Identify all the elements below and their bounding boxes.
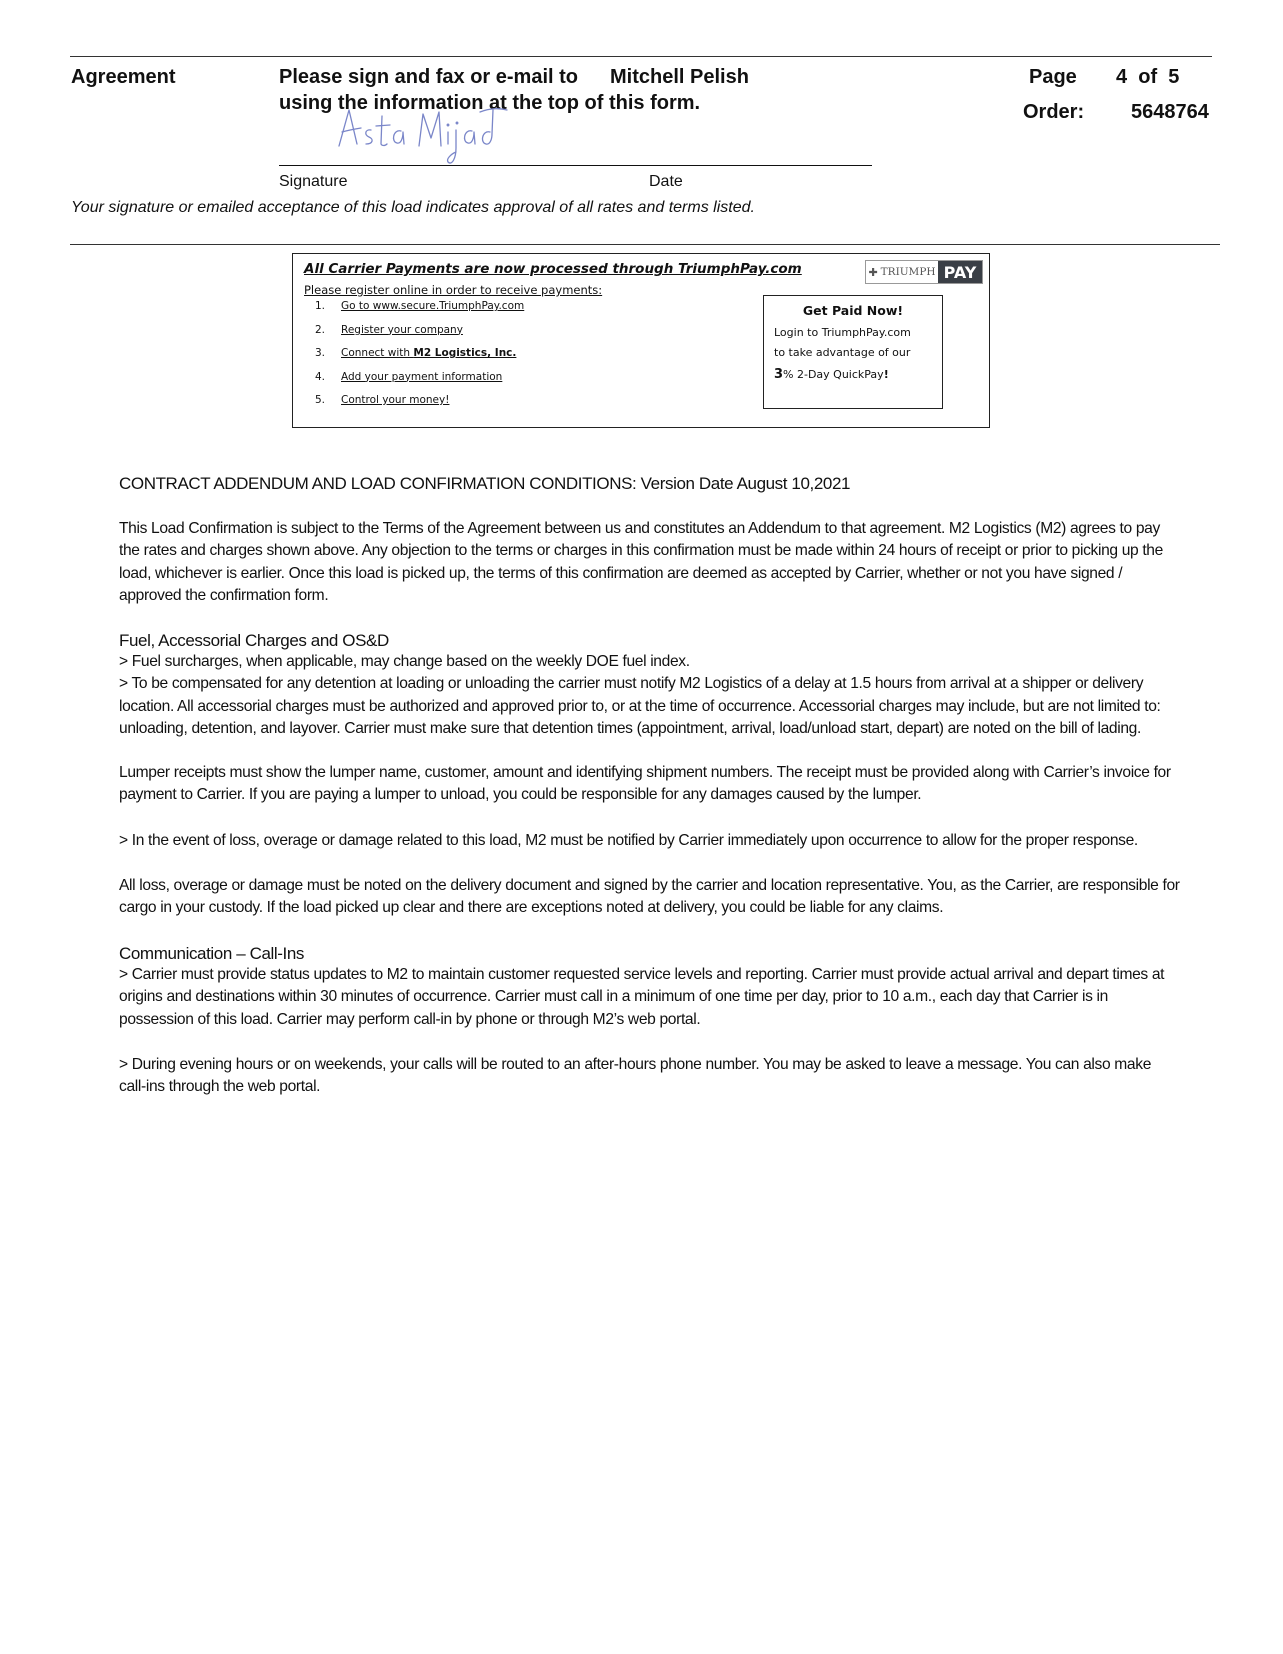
- terms-heading: CONTRACT ADDENDUM AND LOAD CONFIRMATION CONDITIONS: Version Date August 10,2021: [119, 474, 851, 493]
- instruction-line-1: Please sign and fax or e-mail to: [279, 66, 578, 88]
- step-link[interactable]: Connect with M2 Logistics, Inc.: [341, 347, 517, 359]
- step-item: 3. Connect with M2 Logistics, Inc.: [315, 347, 524, 371]
- page-label: Page: [1029, 66, 1077, 88]
- step-item: 5. Control your money!: [315, 394, 524, 418]
- step-link[interactable]: Go to www.secure.TriumphPay.com: [341, 300, 525, 312]
- triumphpay-notice: [292, 253, 990, 428]
- signature-label: Signature: [279, 173, 348, 190]
- acceptance-note: Your signature or emailed acceptance of this load indicates approval of all rates and terms listed.: [71, 199, 755, 216]
- get-paid-heading: Get Paid Now!: [802, 303, 904, 318]
- order-value: 5648764: [1131, 101, 1209, 123]
- lumper-text: Lumper receipts must show the lumper name, customer, amount and identifying shipment numbers. The receipt must be provided along with Carrier’s invoice for payment to Carrier. If you are paying a lumper to unload, you could be responsible for any damages caused by the lumper.: [119, 764, 1171, 804]
- step-item: 1. Go to www.secure.TriumphPay.com: [315, 300, 524, 324]
- signature-line: [279, 165, 872, 166]
- step-item: 4. Add your payment information: [315, 371, 524, 395]
- communication-heading: Communication – Call-Ins: [119, 944, 305, 963]
- triumphpay-title: All Carrier Payments are now processed through TriumphPay.com: [304, 261, 802, 277]
- header-bottom-divider: [70, 244, 1220, 245]
- registration-steps: [315, 300, 524, 418]
- step-link[interactable]: Add your payment information: [341, 370, 503, 383]
- instruction-line-2: using the information at the top of this form.: [279, 92, 701, 114]
- step-link[interactable]: Register your company: [341, 323, 463, 336]
- order-label: Order:: [1023, 101, 1085, 123]
- call-in-text: > Carrier must provide status updates to M2 to maintain customer requested service levels and reporting. Carrier must provide actual arrival and depart times at origins and destinations within 30 minutes of occurrence. Carrier must call in a minimum of one time per day, prior to 10 a.m., each day that Carrier is in possession of this load. Carrier may perform call-in by phone or through M2’s web portal.: [119, 966, 1165, 1028]
- top-divider: [70, 56, 1212, 57]
- fuel-surcharge-text: > Fuel surcharges, when applicable, may change based on the weekly DOE fuel index.: [119, 653, 690, 670]
- after-hours-text: > During evening hours or on weekends, your calls will be routed to an after-hours phone number. You may be asked to leave a message. You can also make call-ins through the web portal.: [119, 1056, 1152, 1096]
- fuel-heading: Fuel, Accessorial Charges and OS&D: [119, 631, 389, 650]
- loss-detail-text: All loss, overage or damage must be noted on the delivery document and signed by the carrier and location representative. You, as the Carrier, are responsible for cargo in your custody. If the load picked up clear and there are exceptions noted at delivery, you could be liable for any claims.: [119, 877, 1180, 917]
- agreement-label: Agreement: [71, 66, 176, 88]
- step-link[interactable]: Control your money!: [341, 394, 450, 406]
- loss-notice-text: > In the event of loss, overage or damage related to this load, M2 must be notified by Carrier immediately upon occurrence to allow for the proper response.: [119, 832, 1138, 849]
- fuel-section: [119, 651, 1181, 741]
- detention-text: > To be compensated for any detention at loading or unloading the carrier must notify M2 Logistics of a delay at 1.5 hours from arrival at a shipper or delivery location. All accessorial charges must be authorized and approved prior to, or at the time of occurrence. Accessorial charges may include, but are not limited to: unloading, detention, and layover. Carrier must make sure that detention times (appointment, arrival, load/unload start, depart) are noted on the bill of lading.: [119, 675, 1161, 738]
- get-paid-line: Login to TriumphPay.com: [774, 326, 911, 339]
- handwritten-signature: [335, 104, 515, 174]
- triumphpay-subtitle: Please register online in order to receive payments:: [304, 283, 603, 297]
- page-value: 4 of 5: [1116, 66, 1180, 88]
- get-paid-box: [763, 295, 943, 409]
- cross-icon: ✚: [868, 265, 878, 279]
- terms-intro: This Load Confirmation is subject to the Terms of the Agreement between us and constitutes an Addendum to that agreement. M2 Logistics (M2) agrees to pay the rates and charges shown above. Any objection to the terms or charges in this confirmation must be made within 24 hours of receipt or prior to picking up the load, whichever is earlier. Once this load is picked up, the terms of this confirmation are deemed as accepted by Carrier, whether or not you have signed / approved the confirmation form.: [119, 520, 1163, 605]
- get-paid-line: 3% 2-Day QuickPay!: [774, 367, 889, 382]
- date-label: Date: [649, 173, 683, 190]
- contact-name: Mitchell Pelish: [610, 66, 749, 88]
- step-item: 2. Register your company: [315, 324, 524, 348]
- get-paid-line: to take advantage of our: [774, 346, 911, 359]
- triumphpay-logo: ✚ TRIUMPH PAY: [865, 260, 983, 284]
- communication-section: [119, 964, 1181, 1031]
